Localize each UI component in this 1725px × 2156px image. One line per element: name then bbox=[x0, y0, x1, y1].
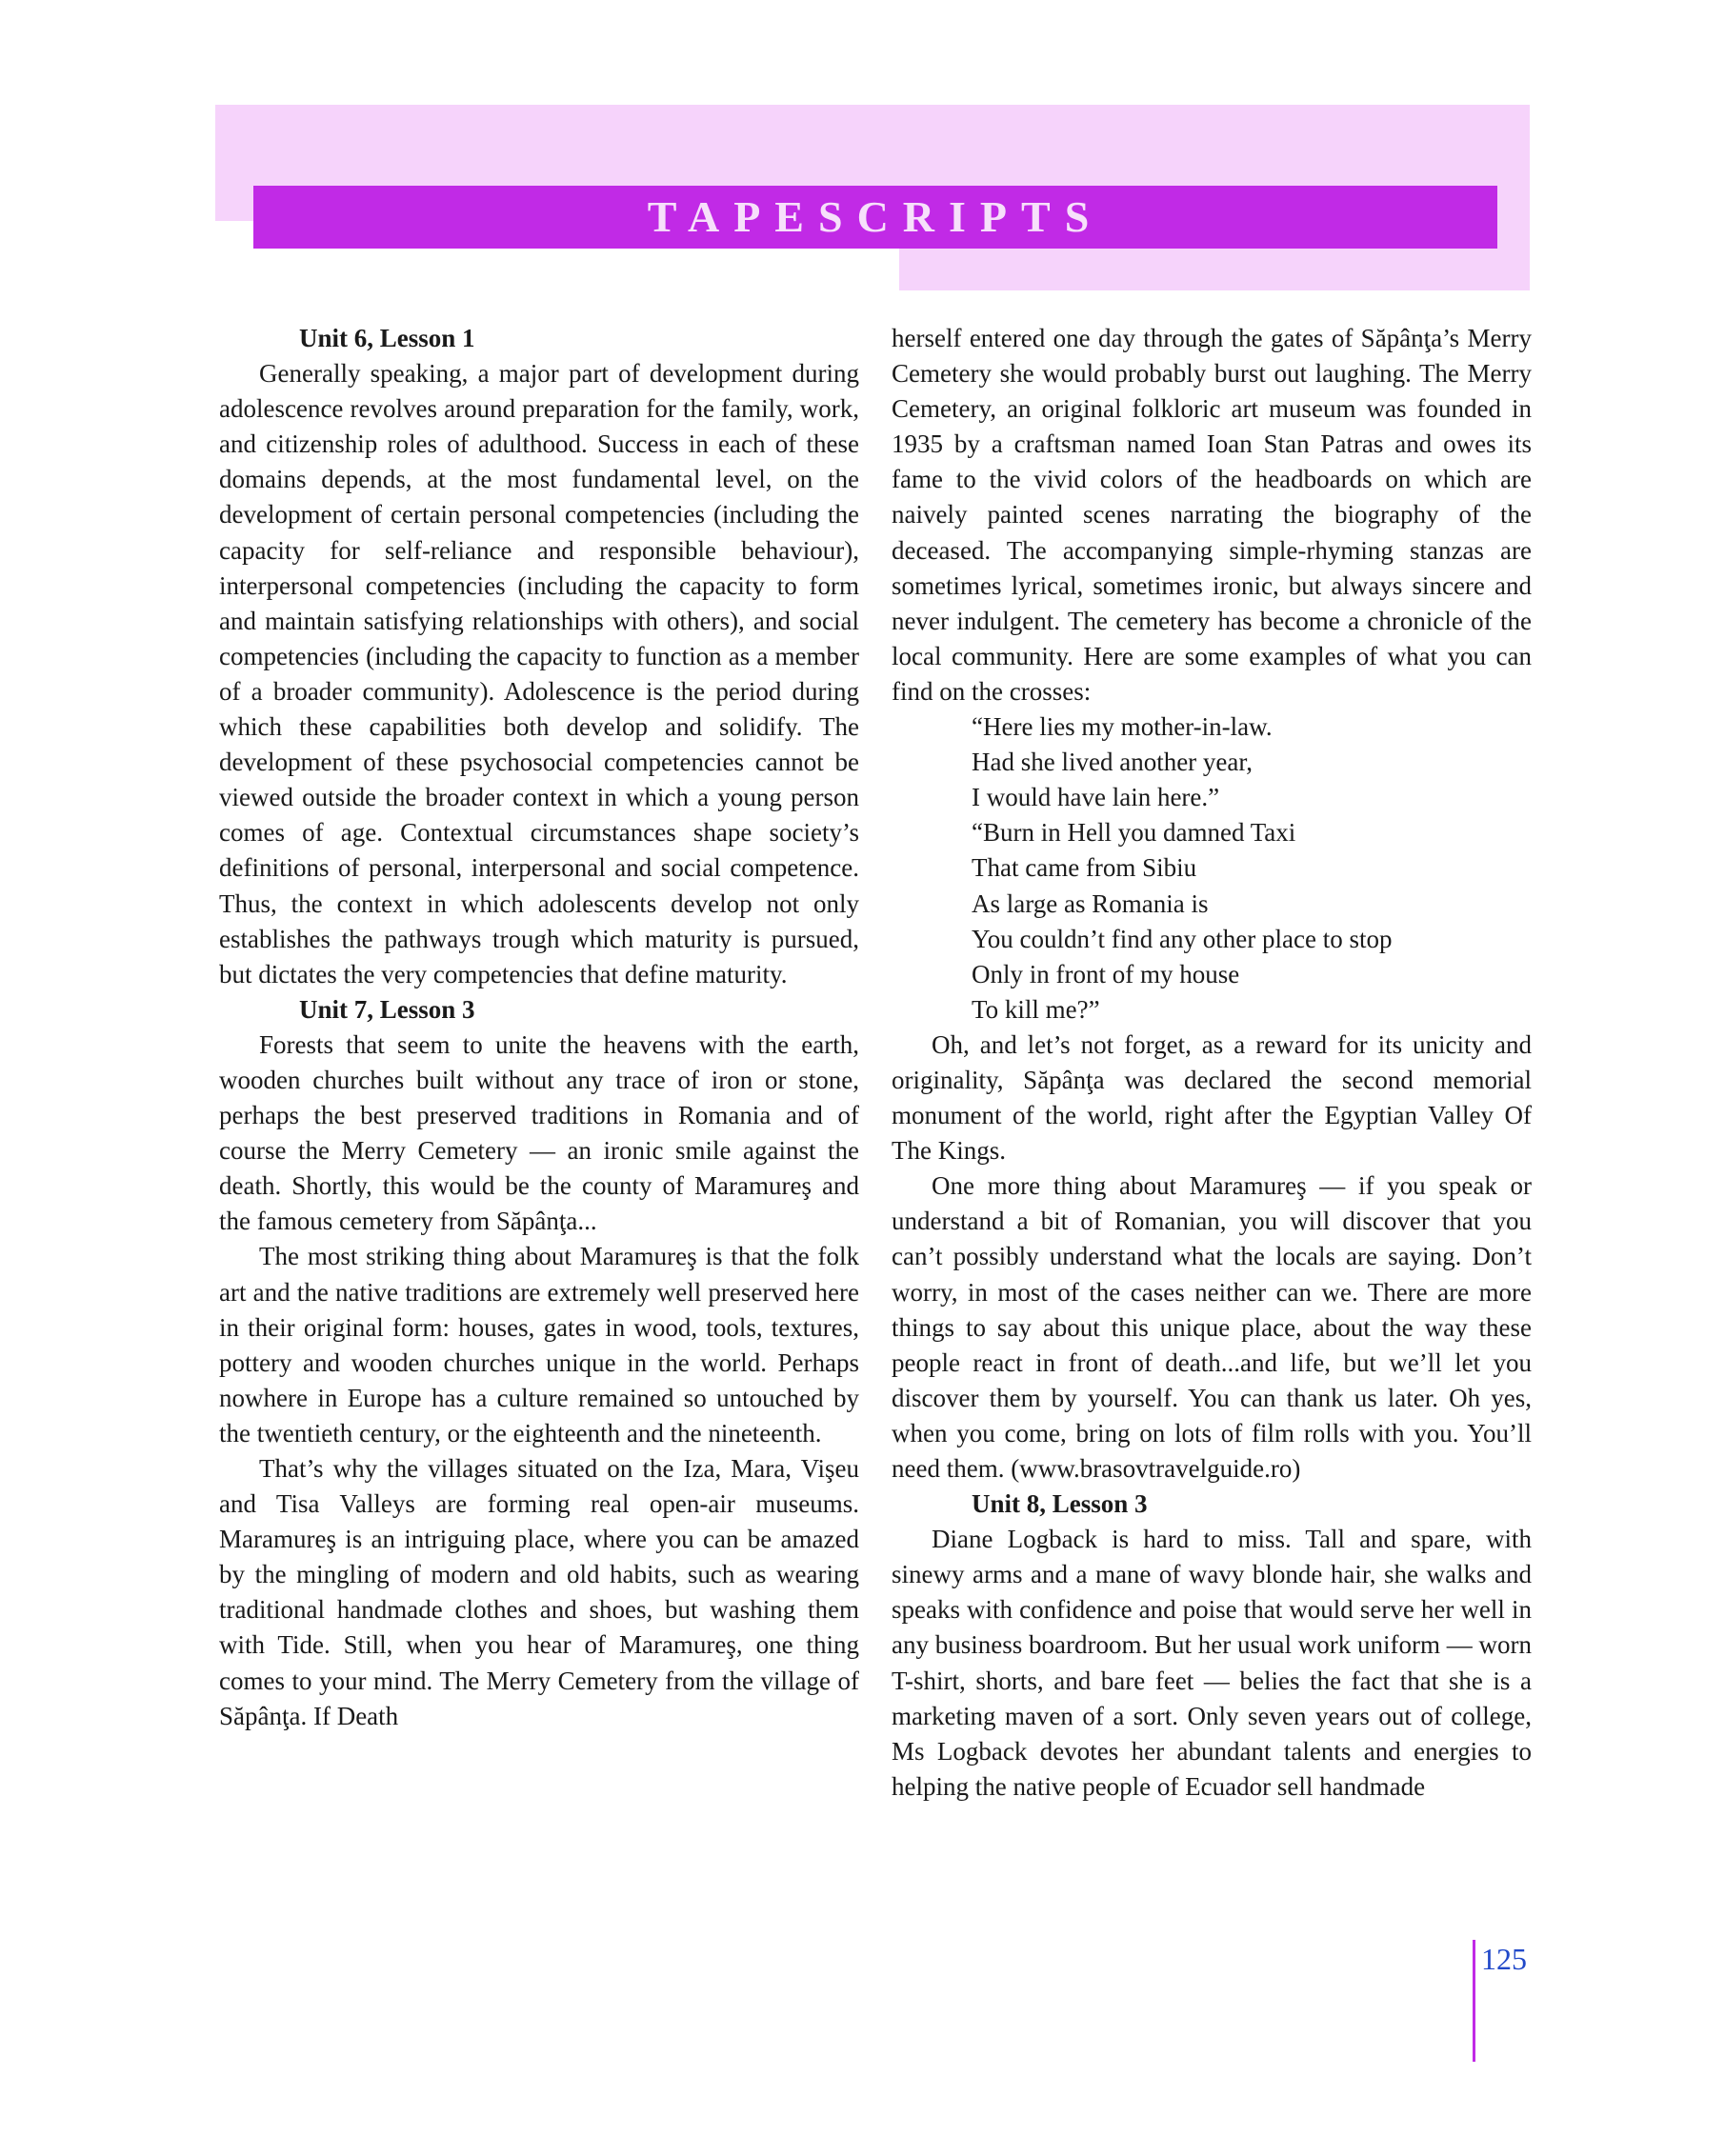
title-bar bbox=[253, 186, 1497, 249]
poem-line: Had she lived another year, bbox=[972, 748, 1254, 777]
page-number: 125 bbox=[1481, 1942, 1527, 1976]
page-title: TAPESCRIPTS bbox=[647, 192, 1104, 241]
unit7-paragraph-6: One more thing about Maramureş — if you speak or understand a bit of Romanian, you will discover that you can’t possibly understand what the locals are saying. Don’t worry, in most of the cases neither can we. There are more things to say about this unique place, about the way these people react in front of death...and life, but we’ll let you discover them by yourself. You can thank us later. Oh yes, when you come, bring on lots of film rolls with you. You’ll need them. (www.brasovtravelguide.ro) bbox=[892, 1171, 1532, 1483]
unit7-paragraph-4: herself entered one day through the gates of Săpânţa’s Merry Cemetery she would probably burst out laughing. The Merry Cemetery, an original folkloric art museum was founded in 1935 by a craftsman named Ioan Stan Patras and owes its fame to the vivid colors of the headboards on which are naively painted scenes narrating the biography of the deceased. The accompanying simple-rhyming stanzas are sometimes lyrical, sometimes ironic, but always sincere and never indulgent. The cemetery has become a chronicle of the local community. Here are some examples of what you can find on the crosses: bbox=[892, 324, 1532, 706]
unit8-heading: Unit 8, Lesson 3 bbox=[972, 1489, 1148, 1519]
unit7-paragraph-5: Oh, and let’s not forget, as a reward for its unicity and originality, Săpânţa was declared the second memorial monument of the world, right after the Egyptian Valley Of The Kings. bbox=[892, 1029, 1532, 1166]
unit7-paragraph-1: Forests that seem to unite the heavens with the earth, wooden churches built without any trace of iron or stone, perhaps the best preserved traditions in Romania and of course the Merry Cemetery — an ironic smile against the death. Shortly, this would be the county of Maramureş and the famous cemetery from Săpânţa... bbox=[219, 1029, 859, 1236]
unit7-heading: Unit 7, Lesson 3 bbox=[299, 994, 475, 1024]
poem-line: As large as Romania is bbox=[972, 888, 1209, 918]
poem-line: That came from Sibiu bbox=[972, 853, 1197, 883]
right-column bbox=[892, 321, 1532, 1805]
unit8-paragraph-1: Diane Logback is hard to miss. Tall and spare, with sinewy arms and a mane of wavy blonde hair, she walks and speaks with confidence and poise that would serve her well in any business boardroom. But her usual work uniform — worn T-shirt, shorts, and bare feet — belies the fact that she is a marketing maven of a sort. Only seven years out of college, Ms Logback devotes her abundant talents and energies to helping the native people of Ecuador sell handmade bbox=[892, 1525, 1532, 1801]
left-column bbox=[219, 321, 859, 1734]
poem-line: “Here lies my mother-in-law. bbox=[972, 712, 1273, 742]
poem-line: Only in front of my house bbox=[972, 959, 1240, 988]
poem-line: You couldn’t find any other place to stop bbox=[972, 924, 1393, 953]
page-number-marker bbox=[1473, 1940, 1527, 2062]
unit6-heading: Unit 6, Lesson 1 bbox=[299, 324, 475, 352]
poem-line: “Burn in Hell you damned Taxi bbox=[972, 818, 1296, 848]
unit6-paragraph-1: Generally speaking, a major part of development during adolescence revolves around preparation for the family, work, and citizenship roles of adulthood. Success in each of these domains depends, at the most fundamental level, on the development of certain personal competencies (including the capacity for self-reliance and responsible behaviour), interpersonal competencies (including the capacity to form and maintain satisfying relationships with others), and social competencies (including the capacity to function as a member of a broader community). Adolescence is the period during which these capabilities both develop and solidify. The development of these psychosocial competencies cannot be viewed outside the broader context in which a young person comes of age. Contextual circumstances shape society’s definitions of personal, interpersonal and social competence. Thus, the context in which adolescents develop not only establishes the pathways trough which maturity is pursued, but dictates the very competencies that define maturity. bbox=[219, 359, 859, 988]
unit7-paragraph-3: That’s why the villages situated on the Iza, Mara, Vişeu and Tisa Valleys are forming real open-air museums. Maramureş is an intriguing place, where you can be amazed by the mingling of modern and old habits, such as wearing traditional handmade clothes and shoes, but washing them with Tide. Still, when you hear of Maramureş, one thing comes to your mind. The Merry Cemetery from the village of Săpânţa. If Death bbox=[219, 1454, 859, 1730]
header-banner bbox=[215, 105, 1530, 290]
unit7-paragraph-2: The most striking thing about Maramureş is that the folk art and the native traditions are extremely well preserved here in their original form: houses, gates in wood, tools, textures, pottery and wooden churches unique in the world. Perhaps nowhere in Europe has a culture remained so untouched by the twentieth century, or the eighteenth and the nineteenth. bbox=[219, 1242, 859, 1447]
poem-line: To kill me?” bbox=[972, 994, 1100, 1024]
poem-line: I would have lain here.” bbox=[972, 783, 1220, 812]
